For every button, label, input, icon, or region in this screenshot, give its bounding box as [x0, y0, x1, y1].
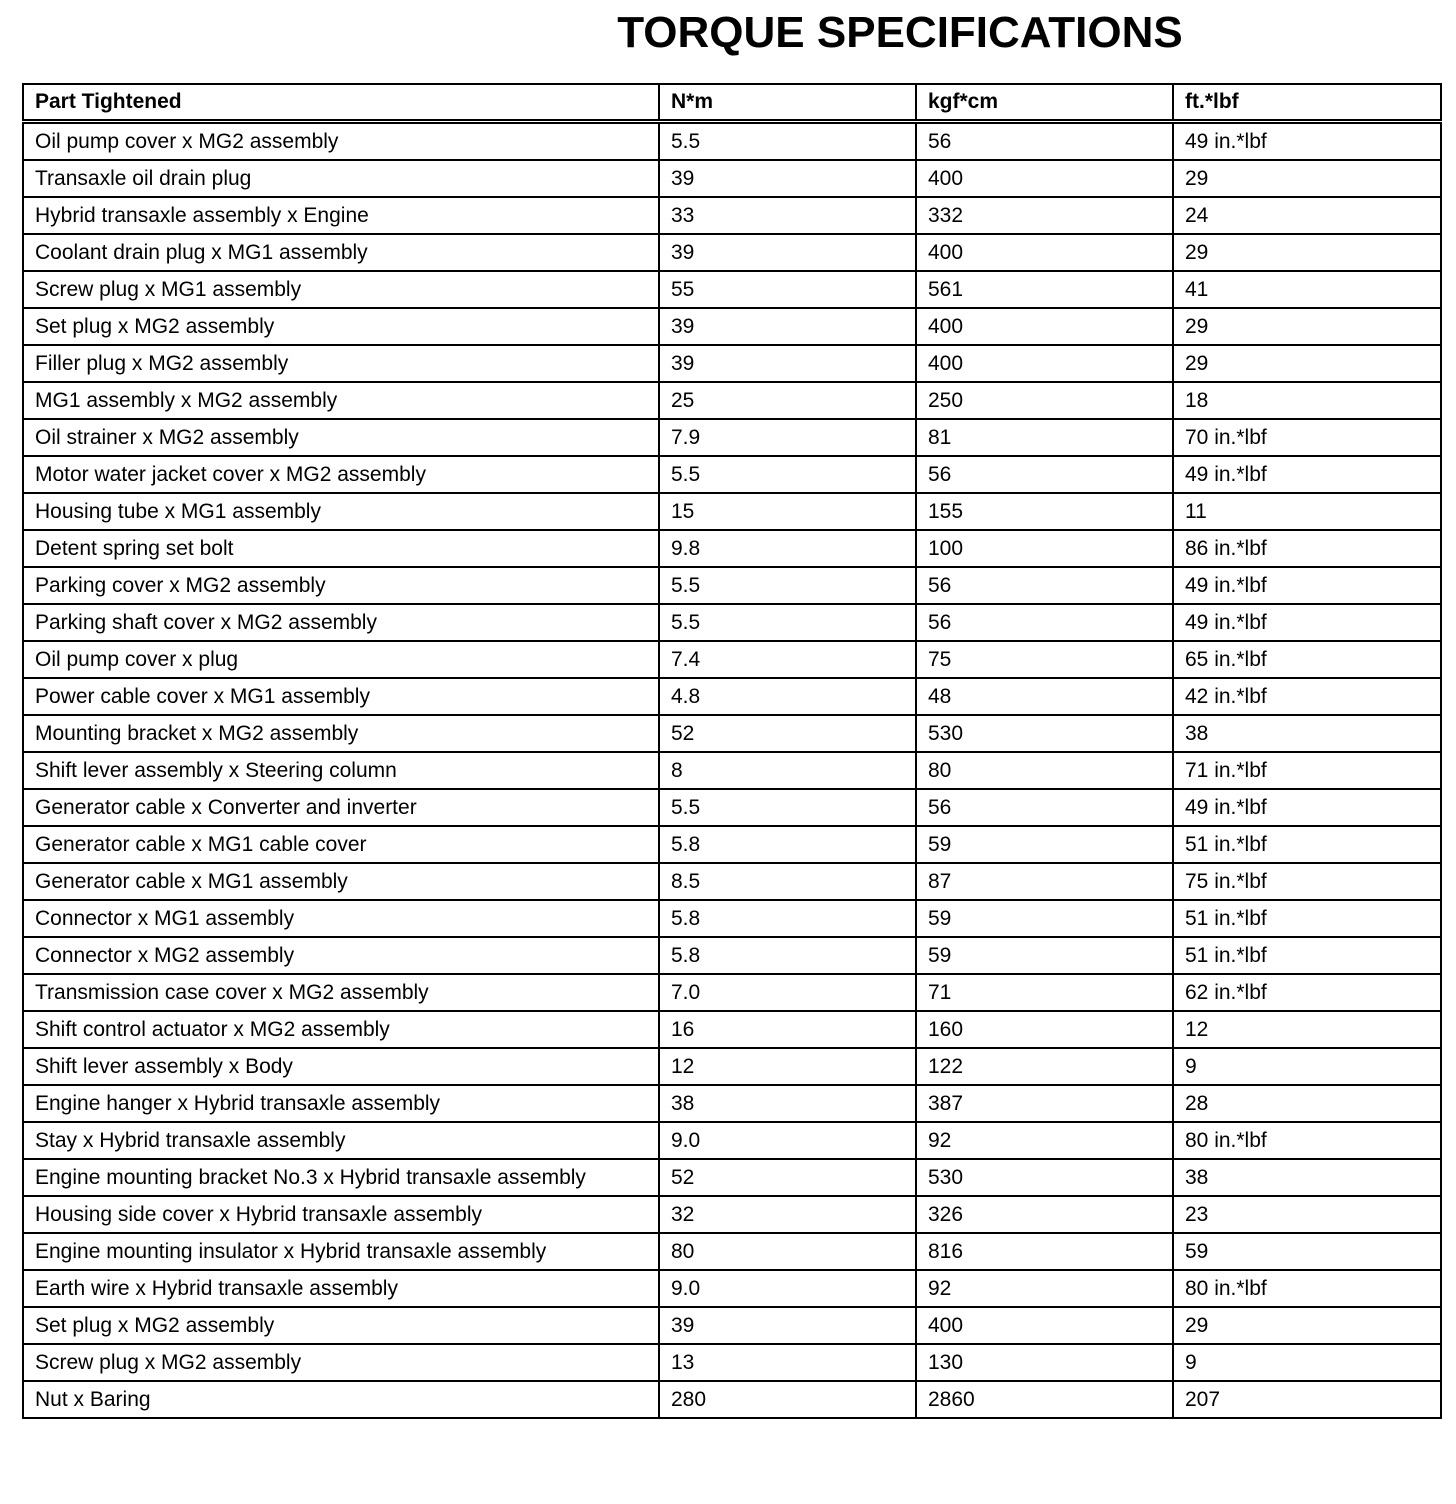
nm-cell: 280	[659, 1381, 916, 1418]
kgfcm-cell: 2860	[916, 1381, 1173, 1418]
part-cell: Generator cable x MG1 cable cover	[23, 826, 659, 863]
nm-cell: 4.8	[659, 678, 916, 715]
kgfcm-cell: 130	[916, 1344, 1173, 1381]
table-row	[23, 863, 1441, 900]
part-cell: Nut x Baring	[23, 1381, 659, 1418]
table-row	[23, 493, 1441, 530]
part-cell: Stay x Hybrid transaxle assembly	[23, 1122, 659, 1159]
nm-cell: 5.8	[659, 900, 916, 937]
part-cell: Transmission case cover x MG2 assembly	[23, 974, 659, 1011]
nm-cell: 13	[659, 1344, 916, 1381]
table-row	[23, 752, 1441, 789]
nm-cell: 5.5	[659, 604, 916, 641]
ftlbf-cell: 23	[1173, 1196, 1441, 1233]
ftlbf-cell: 80 in.*lbf	[1173, 1122, 1441, 1159]
nm-cell: 8	[659, 752, 916, 789]
ftlbf-cell: 9	[1173, 1048, 1441, 1085]
ftlbf-cell: 86 in.*lbf	[1173, 530, 1441, 567]
kgfcm-cell: 160	[916, 1011, 1173, 1048]
page-title: TORQUE SPECIFICATIONS	[617, 8, 1183, 57]
ftlbf-cell: 51 in.*lbf	[1173, 937, 1441, 974]
ftlbf-cell: 29	[1173, 1307, 1441, 1344]
kgfcm-cell: 530	[916, 715, 1173, 752]
table-row	[23, 234, 1441, 271]
kgfcm-cell: 122	[916, 1048, 1173, 1085]
column-header-ftlbf: ft.*lbf	[1173, 84, 1441, 122]
nm-cell: 39	[659, 234, 916, 271]
nm-cell: 39	[659, 160, 916, 197]
column-header-nm: N*m	[659, 84, 916, 122]
table-row	[23, 382, 1441, 419]
nm-cell: 16	[659, 1011, 916, 1048]
kgfcm-cell: 56	[916, 567, 1173, 604]
kgfcm-cell: 56	[916, 789, 1173, 826]
part-cell: Oil pump cover x MG2 assembly	[23, 122, 659, 161]
table-row	[23, 271, 1441, 308]
nm-cell: 39	[659, 345, 916, 382]
ftlbf-cell: 18	[1173, 382, 1441, 419]
kgfcm-cell: 387	[916, 1085, 1173, 1122]
kgfcm-cell: 92	[916, 1122, 1173, 1159]
table-row	[23, 1344, 1441, 1381]
part-cell: Connector x MG2 assembly	[23, 937, 659, 974]
nm-cell: 5.8	[659, 937, 916, 974]
ftlbf-cell: 49 in.*lbf	[1173, 604, 1441, 641]
nm-cell: 25	[659, 382, 916, 419]
part-cell: Housing tube x MG1 assembly	[23, 493, 659, 530]
table-row	[23, 456, 1441, 493]
ftlbf-cell: 29	[1173, 345, 1441, 382]
nm-cell: 39	[659, 1307, 916, 1344]
part-cell: Set plug x MG2 assembly	[23, 1307, 659, 1344]
table-row	[23, 678, 1441, 715]
kgfcm-cell: 561	[916, 271, 1173, 308]
table-row	[23, 1122, 1441, 1159]
part-cell: Generator cable x MG1 assembly	[23, 863, 659, 900]
ftlbf-cell: 65 in.*lbf	[1173, 641, 1441, 678]
part-cell: Motor water jacket cover x MG2 assembly	[23, 456, 659, 493]
nm-cell: 5.5	[659, 567, 916, 604]
kgfcm-cell: 56	[916, 604, 1173, 641]
kgfcm-cell: 400	[916, 234, 1173, 271]
torque-specifications-table	[22, 83, 1442, 1419]
part-cell: Engine mounting insulator x Hybrid transaxle assembly	[23, 1233, 659, 1270]
nm-cell: 9.0	[659, 1270, 916, 1307]
nm-cell: 15	[659, 493, 916, 530]
nm-cell: 5.5	[659, 789, 916, 826]
nm-cell: 12	[659, 1048, 916, 1085]
part-cell: Generator cable x Converter and inverter	[23, 789, 659, 826]
nm-cell: 80	[659, 1233, 916, 1270]
kgfcm-cell: 59	[916, 826, 1173, 863]
ftlbf-cell: 11	[1173, 493, 1441, 530]
ftlbf-cell: 41	[1173, 271, 1441, 308]
ftlbf-cell: 75 in.*lbf	[1173, 863, 1441, 900]
table-row	[23, 1196, 1441, 1233]
kgfcm-cell: 59	[916, 937, 1173, 974]
part-cell: Screw plug x MG1 assembly	[23, 271, 659, 308]
ftlbf-cell: 49 in.*lbf	[1173, 567, 1441, 604]
table-row	[23, 197, 1441, 234]
table-row	[23, 900, 1441, 937]
part-cell: Shift lever assembly x Steering column	[23, 752, 659, 789]
nm-cell: 55	[659, 271, 916, 308]
ftlbf-cell: 12	[1173, 1011, 1441, 1048]
ftlbf-cell: 28	[1173, 1085, 1441, 1122]
ftlbf-cell: 49 in.*lbf	[1173, 789, 1441, 826]
ftlbf-cell: 38	[1173, 1159, 1441, 1196]
nm-cell: 5.5	[659, 122, 916, 161]
kgfcm-cell: 400	[916, 1307, 1173, 1344]
part-cell: Shift lever assembly x Body	[23, 1048, 659, 1085]
part-cell: Filler plug x MG2 assembly	[23, 345, 659, 382]
table-row	[23, 1085, 1441, 1122]
ftlbf-cell: 49 in.*lbf	[1173, 456, 1441, 493]
kgfcm-cell: 100	[916, 530, 1173, 567]
table-header-row	[23, 84, 1441, 122]
ftlbf-cell: 59	[1173, 1233, 1441, 1270]
table-row	[23, 530, 1441, 567]
ftlbf-cell: 51 in.*lbf	[1173, 826, 1441, 863]
part-cell: Detent spring set bolt	[23, 530, 659, 567]
part-cell: Coolant drain plug x MG1 assembly	[23, 234, 659, 271]
nm-cell: 5.5	[659, 456, 916, 493]
part-cell: Connector x MG1 assembly	[23, 900, 659, 937]
table-row	[23, 160, 1441, 197]
kgfcm-cell: 530	[916, 1159, 1173, 1196]
table-row	[23, 604, 1441, 641]
nm-cell: 52	[659, 715, 916, 752]
kgfcm-cell: 326	[916, 1196, 1173, 1233]
part-cell: Housing side cover x Hybrid transaxle assembly	[23, 1196, 659, 1233]
table-row	[23, 826, 1441, 863]
column-header-kgfcm: kgf*cm	[916, 84, 1173, 122]
part-cell: Mounting bracket x MG2 assembly	[23, 715, 659, 752]
table-row	[23, 1048, 1441, 1085]
table-row	[23, 1307, 1441, 1344]
part-cell: Engine hanger x Hybrid transaxle assembly	[23, 1085, 659, 1122]
nm-cell: 38	[659, 1085, 916, 1122]
kgfcm-cell: 92	[916, 1270, 1173, 1307]
part-cell: Transaxle oil drain plug	[23, 160, 659, 197]
ftlbf-cell: 29	[1173, 308, 1441, 345]
ftlbf-cell: 62 in.*lbf	[1173, 974, 1441, 1011]
ftlbf-cell: 38	[1173, 715, 1441, 752]
part-cell: Parking shaft cover x MG2 assembly	[23, 604, 659, 641]
part-cell: Shift control actuator x MG2 assembly	[23, 1011, 659, 1048]
nm-cell: 39	[659, 308, 916, 345]
nm-cell: 8.5	[659, 863, 916, 900]
kgfcm-cell: 71	[916, 974, 1173, 1011]
part-cell: Screw plug x MG2 assembly	[23, 1344, 659, 1381]
ftlbf-cell: 42 in.*lbf	[1173, 678, 1441, 715]
ftlbf-cell: 207	[1173, 1381, 1441, 1418]
kgfcm-cell: 155	[916, 493, 1173, 530]
kgfcm-cell: 80	[916, 752, 1173, 789]
table-row	[23, 1270, 1441, 1307]
nm-cell: 32	[659, 1196, 916, 1233]
ftlbf-cell: 70 in.*lbf	[1173, 419, 1441, 456]
kgfcm-cell: 56	[916, 456, 1173, 493]
table-row	[23, 641, 1441, 678]
ftlbf-cell: 49 in.*lbf	[1173, 122, 1441, 161]
table-row	[23, 308, 1441, 345]
kgfcm-cell: 400	[916, 308, 1173, 345]
table-row	[23, 1381, 1441, 1418]
ftlbf-cell: 9	[1173, 1344, 1441, 1381]
kgfcm-cell: 75	[916, 641, 1173, 678]
part-cell: MG1 assembly x MG2 assembly	[23, 382, 659, 419]
table-row	[23, 937, 1441, 974]
ftlbf-cell: 51 in.*lbf	[1173, 900, 1441, 937]
table-row	[23, 1233, 1441, 1270]
kgfcm-cell: 400	[916, 160, 1173, 197]
kgfcm-cell: 59	[916, 900, 1173, 937]
part-cell: Parking cover x MG2 assembly	[23, 567, 659, 604]
part-cell: Earth wire x Hybrid transaxle assembly	[23, 1270, 659, 1307]
ftlbf-cell: 24	[1173, 197, 1441, 234]
nm-cell: 7.4	[659, 641, 916, 678]
table-row	[23, 567, 1441, 604]
ftlbf-cell: 29	[1173, 234, 1441, 271]
ftlbf-cell: 71 in.*lbf	[1173, 752, 1441, 789]
kgfcm-cell: 400	[916, 345, 1173, 382]
ftlbf-cell: 80 in.*lbf	[1173, 1270, 1441, 1307]
part-cell: Oil strainer x MG2 assembly	[23, 419, 659, 456]
part-cell: Power cable cover x MG1 assembly	[23, 678, 659, 715]
table-row	[23, 1011, 1441, 1048]
column-header-part: Part Tightened	[23, 84, 659, 122]
kgfcm-cell: 250	[916, 382, 1173, 419]
nm-cell: 9.8	[659, 530, 916, 567]
kgfcm-cell: 87	[916, 863, 1173, 900]
table-row	[23, 789, 1441, 826]
table-row	[23, 419, 1441, 456]
kgfcm-cell: 332	[916, 197, 1173, 234]
kgfcm-cell: 56	[916, 122, 1173, 161]
table-row	[23, 1159, 1441, 1196]
nm-cell: 7.0	[659, 974, 916, 1011]
kgfcm-cell: 816	[916, 1233, 1173, 1270]
nm-cell: 52	[659, 1159, 916, 1196]
table-row	[23, 345, 1441, 382]
part-cell: Set plug x MG2 assembly	[23, 308, 659, 345]
part-cell: Engine mounting bracket No.3 x Hybrid transaxle assembly	[23, 1159, 659, 1196]
table-row	[23, 974, 1441, 1011]
nm-cell: 33	[659, 197, 916, 234]
table-body	[23, 122, 1441, 1419]
kgfcm-cell: 48	[916, 678, 1173, 715]
ftlbf-cell: 29	[1173, 160, 1441, 197]
nm-cell: 9.0	[659, 1122, 916, 1159]
part-cell: Hybrid transaxle assembly x Engine	[23, 197, 659, 234]
part-cell: Oil pump cover x plug	[23, 641, 659, 678]
table-row	[23, 122, 1441, 161]
nm-cell: 5.8	[659, 826, 916, 863]
kgfcm-cell: 81	[916, 419, 1173, 456]
nm-cell: 7.9	[659, 419, 916, 456]
table-row	[23, 715, 1441, 752]
